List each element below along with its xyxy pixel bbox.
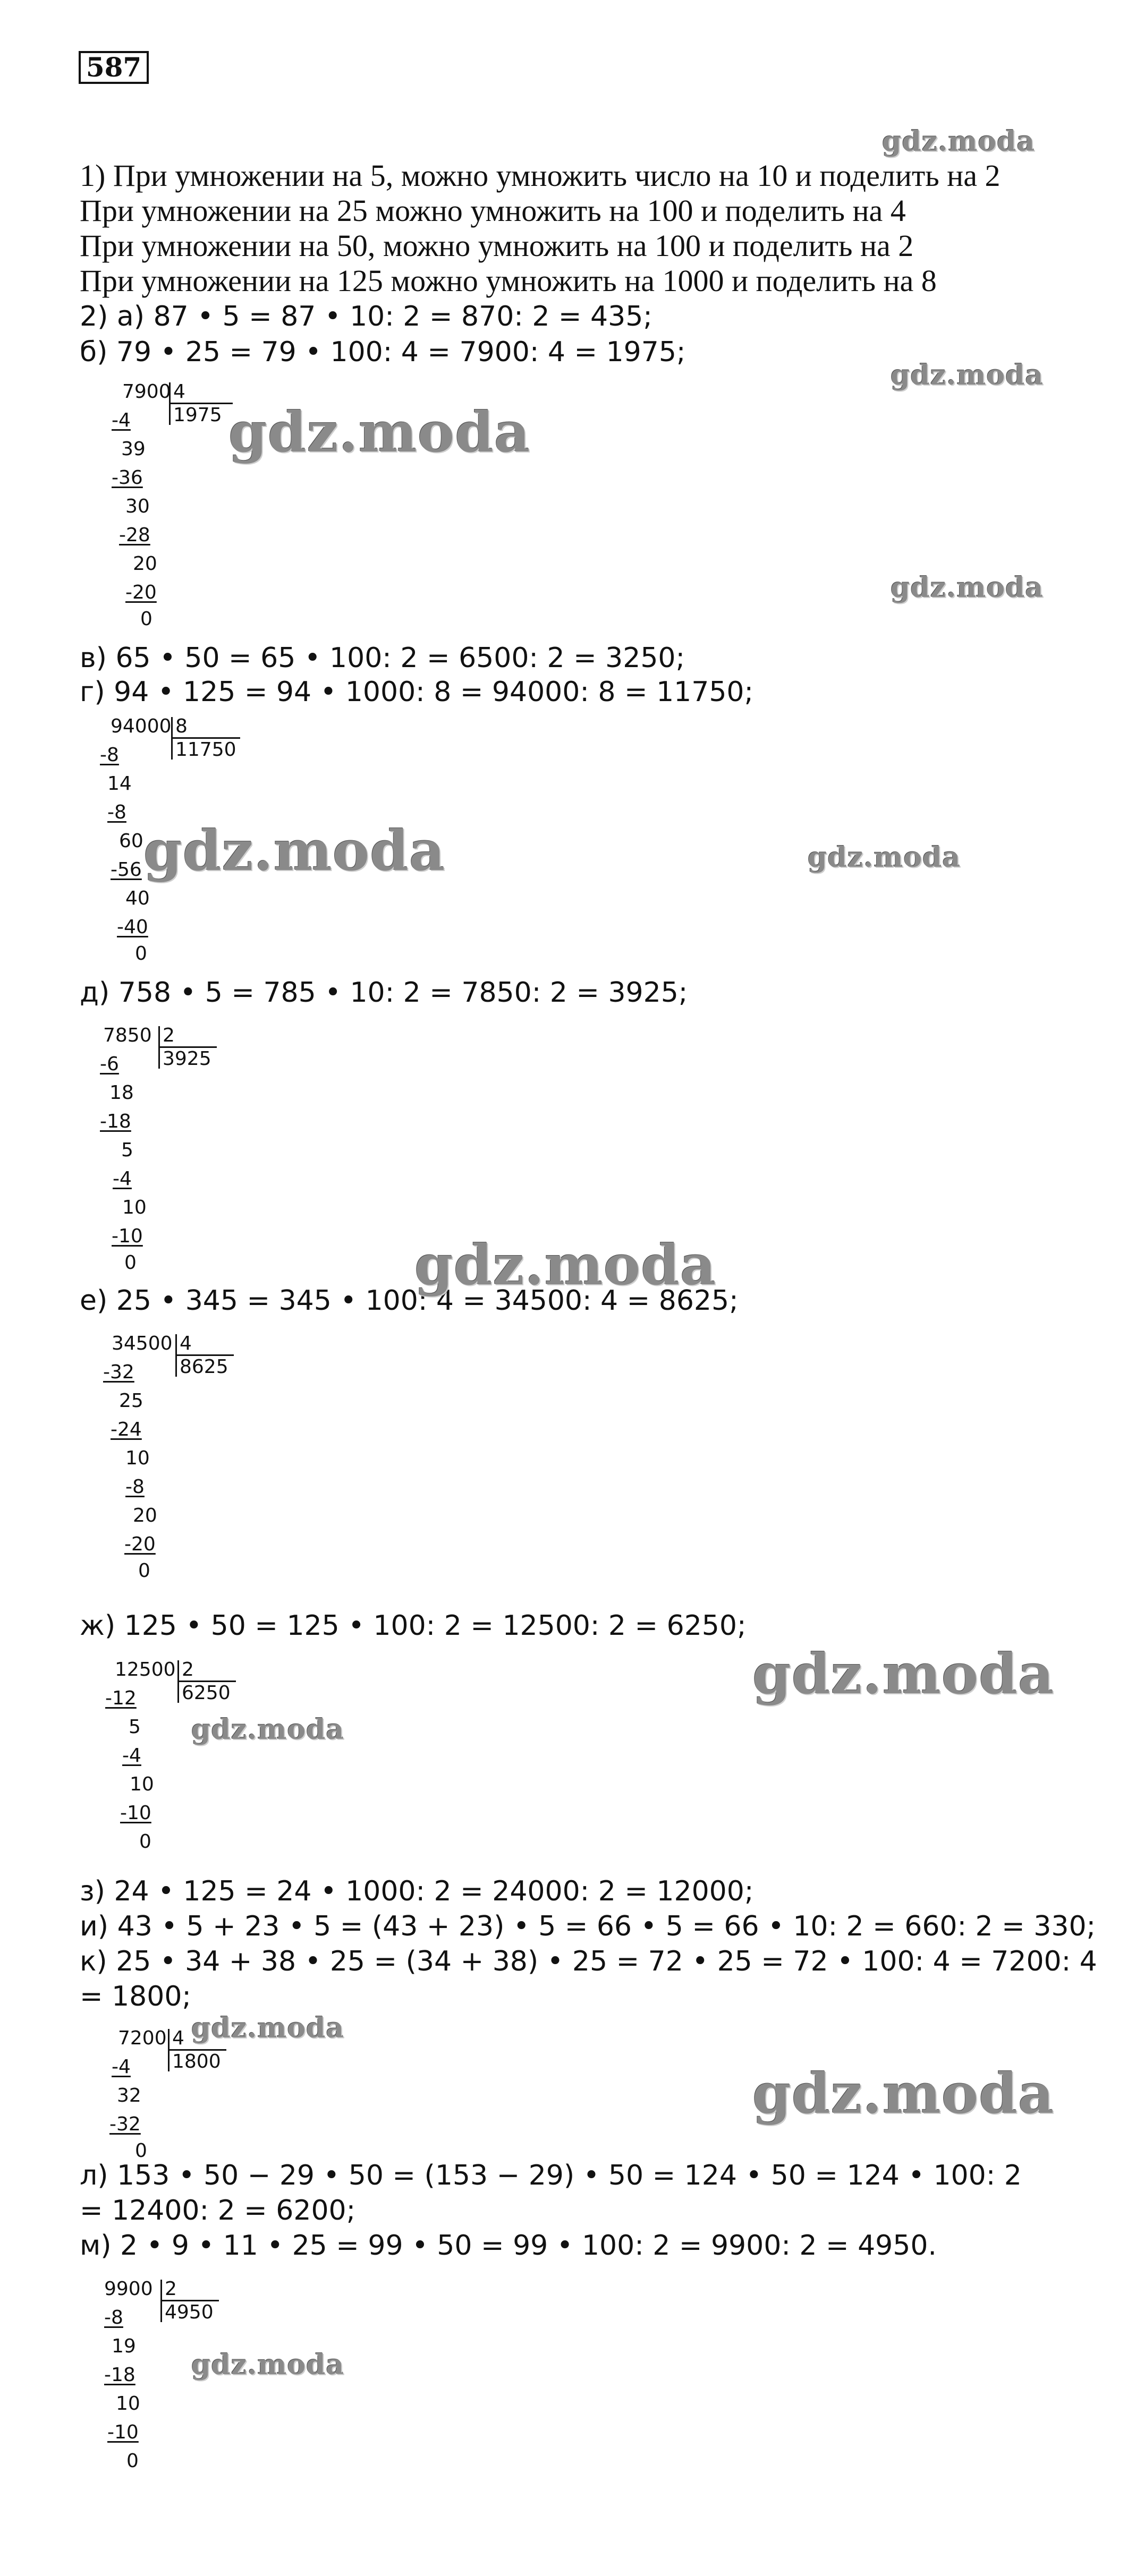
- division-step: 39: [121, 438, 146, 460]
- division-dividend: 34500: [112, 1333, 173, 1354]
- division-step: 30: [125, 496, 150, 517]
- division-step: 0: [124, 1252, 137, 1274]
- division-step: 10: [125, 1447, 150, 1469]
- watermark: gdz.moda: [228, 399, 531, 465]
- equation-m: м) 2 • 9 • 11 • 25 = 99 • 50 = 99 • 100: 2 = 9900: 2 = 4950.: [80, 2230, 937, 2262]
- division-dividend: 12500: [115, 1659, 176, 1681]
- division-divisor: 4: [180, 1333, 192, 1354]
- task-number: 587: [79, 51, 149, 84]
- equation-k-line-2: = 1800;: [80, 1981, 191, 2012]
- long-division-b: [112, 381, 239, 630]
- equation-zh: ж) 125 • 50 = 125 • 100: 2 = 12500: 2 = 6250;: [80, 1610, 747, 1642]
- division-step: 20: [133, 1505, 157, 1526]
- division-step: -12: [105, 1687, 137, 1709]
- division-step: 19: [112, 2335, 136, 2357]
- watermark: gdz.moda: [191, 1713, 345, 1746]
- equation-b: б) 79 • 25 = 79 • 100: 4 = 7900: 4 = 1975;: [80, 336, 686, 368]
- division-quotient: 3925: [163, 1048, 211, 1070]
- division-step: -8: [125, 1476, 145, 1498]
- division-step: -8: [104, 2307, 123, 2328]
- division-step: -8: [107, 801, 126, 823]
- division-quotient: 1800: [172, 2051, 221, 2072]
- division-step: -18: [104, 2364, 135, 2386]
- division-step: 10: [122, 1197, 147, 1218]
- division-dividend: 7900: [122, 381, 171, 403]
- equation-e: е) 25 • 345 = 345 • 100: 4 = 34500: 4 = 8625;: [80, 1285, 739, 1317]
- division-step: 0: [126, 2450, 139, 2472]
- rule-line-4: При умножении на 125 можно умножить на 1000 и поделить на 8: [80, 263, 937, 298]
- division-divisor: 4: [173, 381, 185, 403]
- equation-d: д) 758 • 5 = 785 • 10: 2 = 7850: 2 = 3925;: [80, 977, 688, 1009]
- equation-l-line-2: = 12400: 2 = 6200;: [80, 2195, 356, 2227]
- division-divisor: 2: [182, 1659, 194, 1681]
- division-step: 18: [109, 1082, 134, 1104]
- watermark: gdz.moda: [414, 1232, 717, 1298]
- division-step: -10: [120, 1802, 151, 1824]
- division-divisor: 4: [172, 2027, 184, 2049]
- equation-k-line-1: к) 25 • 34 + 38 • 25 = (34 + 38) • 25 = 72 • 25 = 72 • 100: 4 = 7200: 4: [80, 1946, 1097, 1977]
- equation-g: г) 94 • 125 = 94 • 1000: 8 = 94000: 8 = 11750;: [80, 676, 754, 708]
- division-dividend: 9900: [104, 2278, 153, 2300]
- division-step: -56: [111, 859, 142, 881]
- watermark: gdz.moda: [191, 2012, 345, 2044]
- division-divisor: 8: [175, 715, 188, 737]
- division-step: -10: [107, 2421, 139, 2443]
- division-step: 60: [119, 830, 143, 852]
- equation-i: и) 43 • 5 + 23 • 5 = (43 + 23) • 5 = 66 • 5 = 66 • 10: 2 = 660: 2 = 330;: [80, 1910, 1096, 1942]
- division-divisor: 2: [163, 1025, 175, 1046]
- division-step: -40: [117, 916, 148, 938]
- division-step: -4: [113, 1168, 132, 1190]
- division-step: -8: [100, 744, 119, 766]
- division-quotient: 11750: [175, 739, 236, 761]
- division-dividend: 94000: [111, 715, 172, 737]
- long-division-k: [106, 2028, 244, 2161]
- division-step: 10: [130, 1773, 154, 1795]
- division-step: -6: [100, 1053, 119, 1075]
- division-step: 0: [135, 943, 147, 965]
- watermark: gdz.moda: [143, 818, 446, 883]
- division-step: -4: [112, 410, 131, 431]
- division-step: -32: [103, 1361, 134, 1383]
- division-step: -32: [109, 2113, 141, 2135]
- division-dividend: 7200: [118, 2027, 167, 2049]
- division-quotient: 4950: [165, 2301, 214, 2323]
- division-step: -28: [119, 524, 150, 546]
- division-step: -10: [112, 1225, 143, 1247]
- division-step: 5: [129, 1716, 141, 1738]
- long-division-d: [100, 1025, 238, 1274]
- watermark: gdz.moda: [808, 841, 961, 874]
- division-step: -20: [124, 1533, 156, 1555]
- division-step: -24: [111, 1419, 142, 1440]
- division-step: 0: [135, 2140, 147, 2162]
- long-division-e: [103, 1333, 252, 1582]
- division-step: 10: [116, 2393, 140, 2415]
- division-quotient: 8625: [180, 1356, 228, 1378]
- division-step: -4: [122, 1745, 141, 1767]
- watermark: gdz.moda: [752, 1641, 1055, 1707]
- division-step: 20: [133, 553, 157, 575]
- watermark: gdz.moda: [752, 2061, 1055, 2126]
- division-divisor: 2: [165, 2278, 177, 2300]
- rule-line-3: При умножении на 50, можно умножить на 100 и поделить на 2: [80, 228, 914, 263]
- long-division-zh: [105, 1659, 254, 1853]
- division-step: 32: [117, 2085, 141, 2106]
- equation-l-line-1: л) 153 • 50 − 29 • 50 = (153 − 29) • 50 = 124 • 50 = 124 • 100: 2: [80, 2160, 1022, 2191]
- division-step: 0: [140, 608, 152, 630]
- equation-z: з) 24 • 125 = 24 • 1000: 2 = 24000: 2 = 12000;: [80, 1875, 754, 1907]
- equation-a: 2) а) 87 • 5 = 87 • 10: 2 = 870: 2 = 435;: [80, 301, 653, 332]
- watermark: gdz.moda: [191, 2349, 345, 2381]
- division-step: -4: [112, 2056, 131, 2078]
- division-step: -36: [112, 467, 143, 489]
- watermark: gdz.moda: [882, 125, 1036, 158]
- division-quotient: 6250: [182, 1682, 231, 1704]
- division-step: 40: [125, 888, 150, 909]
- division-step: -20: [125, 582, 157, 603]
- watermark: gdz.moda: [891, 572, 1044, 604]
- division-quotient: 1975: [173, 404, 222, 426]
- division-step: 0: [139, 1831, 151, 1853]
- rule-line-1: 1) При умножении на 5, можно умножить число на 10 и поделить на 2: [80, 158, 1001, 193]
- division-step: 5: [121, 1139, 133, 1161]
- division-step: 0: [138, 1560, 150, 1582]
- equation-v: в) 65 • 50 = 65 • 100: 2 = 6500: 2 = 3250;: [80, 642, 685, 674]
- division-step: -18: [100, 1111, 131, 1132]
- division-step: 14: [107, 773, 132, 795]
- division-step: 25: [119, 1390, 143, 1412]
- division-dividend: 7850: [103, 1025, 152, 1046]
- rule-line-2: При умножении на 25 можно умножить на 100 и поделить на 4: [80, 193, 906, 228]
- watermark: gdz.moda: [891, 359, 1044, 391]
